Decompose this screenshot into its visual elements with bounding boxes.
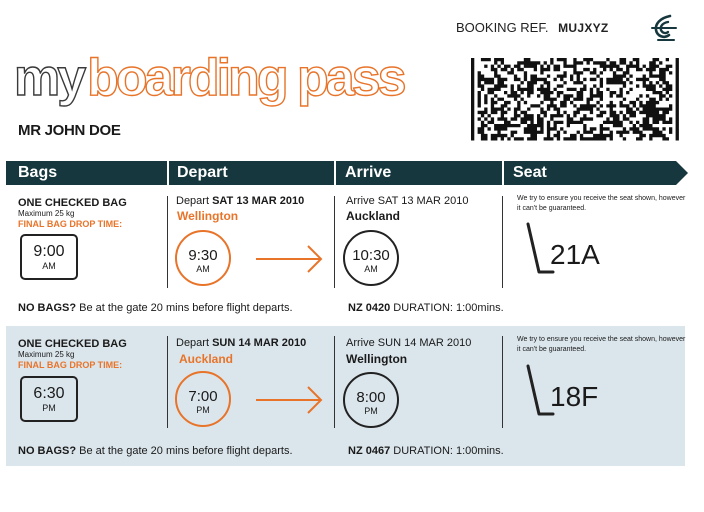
arrive-line <box>346 195 469 207</box>
flight-number: NZ 0467 <box>348 445 391 457</box>
depart-label: Depart <box>176 337 210 349</box>
bag-drop-ampm: AM <box>42 261 56 271</box>
header-arrive: Arrive <box>345 164 392 181</box>
page-title <box>14 50 404 106</box>
seat-note: We try to ensure you receive the seat shown, however it can't be guaranteed. <box>517 336 686 353</box>
bag-drop-time-box <box>20 234 78 280</box>
arrive-city: Auckland <box>346 209 401 223</box>
arrive-label: Arrive <box>346 195 375 207</box>
column-header-bar <box>6 161 688 185</box>
depart-date: SUN 14 MAR 2010 <box>212 337 307 349</box>
arrive-ampm: AM <box>364 264 378 274</box>
header-seat: Seat <box>513 164 547 181</box>
seat-number: 18F <box>550 381 599 412</box>
flight-segment-2 <box>6 326 685 466</box>
flight-duration: DURATION: 1:00mins. <box>393 445 504 457</box>
bags-max-weight: Maximum 25 kg <box>18 209 75 218</box>
barcode-modules <box>471 58 679 141</box>
barcode-image <box>471 58 682 141</box>
flight-segment-1 <box>6 186 685 326</box>
header-divider <box>167 161 169 185</box>
booking-ref-code: MUJXYZ <box>558 21 609 35</box>
title-my: my <box>14 49 84 107</box>
column-divider <box>167 336 168 428</box>
column-divider <box>502 196 503 288</box>
arrive-time-circle <box>343 230 399 286</box>
arrive-ampm: PM <box>364 406 378 416</box>
flight-number: NZ 0420 <box>348 302 391 314</box>
arrow-right-icon <box>254 384 326 416</box>
arrive-date: SAT 13 MAR 2010 <box>377 195 469 207</box>
arrive-line <box>346 337 471 349</box>
bag-drop-time: 9:00 <box>33 243 65 260</box>
arrive-time-circle <box>343 372 399 428</box>
flight-info <box>348 302 504 314</box>
bags-max-weight: Maximum 25 kg <box>18 350 75 359</box>
arrive-city: Wellington <box>346 352 408 366</box>
depart-line <box>176 337 306 349</box>
bags-title: ONE CHECKED BAG <box>18 338 127 350</box>
arrive-time: 10:30 <box>352 247 390 264</box>
column-divider <box>167 196 168 288</box>
no-bags-notice <box>18 445 293 457</box>
depart-date: SAT 13 MAR 2010 <box>212 195 305 207</box>
title-boarding-pass: boarding pass <box>87 49 404 107</box>
no-bags-label: NO BAGS? <box>18 302 77 314</box>
depart-ampm: PM <box>196 405 210 415</box>
flight-duration: DURATION: 1:00mins. <box>393 302 504 314</box>
passenger-name: MR JOHN DOE <box>18 122 121 139</box>
bag-drop-time: 6:30 <box>33 385 65 402</box>
bag-drop-label: FINAL BAG DROP TIME: <box>18 219 123 229</box>
arrive-label: Arrive <box>346 337 375 349</box>
arrive-date: SUN 14 MAR 2010 <box>377 337 472 349</box>
no-bags-notice <box>18 302 293 314</box>
no-bags-text: Be at the gate 20 mins before flight departs. <box>79 302 293 314</box>
bag-drop-ampm: PM <box>42 403 56 413</box>
depart-label: Depart <box>176 195 210 207</box>
depart-ampm: AM <box>196 264 210 274</box>
bag-drop-time-box <box>20 376 78 422</box>
koru-logo-icon <box>648 12 680 44</box>
header-divider <box>502 161 504 185</box>
depart-time-circle <box>175 230 231 286</box>
seat-number: 21A <box>550 239 600 270</box>
depart-city: Auckland <box>179 352 234 366</box>
booking-reference <box>456 20 609 35</box>
seat-note: We try to ensure you receive the seat shown, however it can't be guaranteed. <box>517 195 686 212</box>
depart-city: Wellington <box>177 209 239 223</box>
no-bags-text: Be at the gate 20 mins before flight departs. <box>79 445 293 457</box>
depart-line <box>176 195 304 207</box>
header-bags: Bags <box>18 164 58 181</box>
depart-time: 7:00 <box>188 388 218 405</box>
depart-time: 9:30 <box>188 247 218 264</box>
arrow-right-icon <box>254 243 326 275</box>
depart-time-circle <box>175 371 231 427</box>
column-divider <box>334 196 335 288</box>
column-divider <box>502 336 503 428</box>
flight-info <box>348 445 504 457</box>
column-divider <box>334 336 335 428</box>
header-divider <box>334 161 336 185</box>
bags-title: ONE CHECKED BAG <box>18 197 127 209</box>
booking-ref-label: BOOKING REF. <box>456 20 549 35</box>
header-depart: Depart <box>177 164 228 181</box>
bag-drop-label: FINAL BAG DROP TIME: <box>18 360 123 370</box>
arrive-time: 8:00 <box>356 389 386 406</box>
no-bags-label: NO BAGS? <box>18 445 77 457</box>
